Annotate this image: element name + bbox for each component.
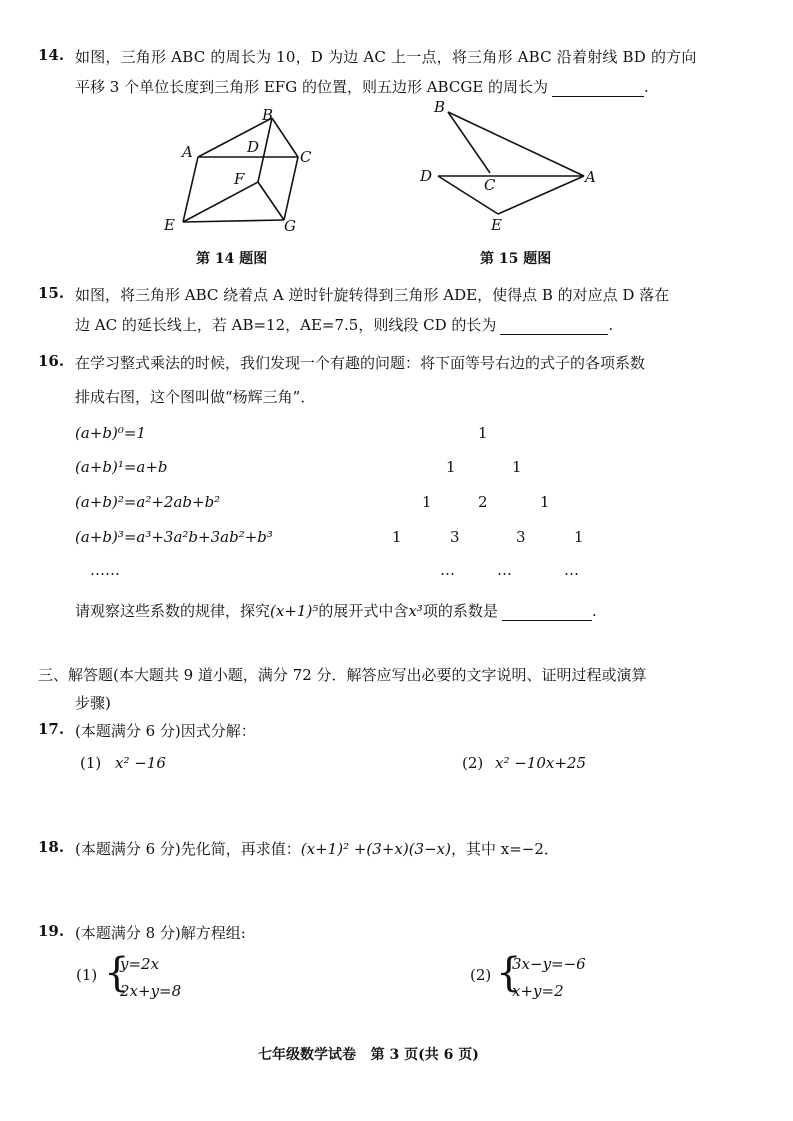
q16-row-3-lhs: (a+b)³=a³+3a²b+3ab²+b³ <box>75 528 273 546</box>
q16-question-post: 项的系数是 <box>422 602 498 620</box>
q15-line2: 边 AC 的延长线上，若 AB=12，AE=7.5，则线段 CD 的长为 <box>75 316 497 334</box>
fig14-label-E: E <box>164 216 175 234</box>
q16-answer-blank <box>502 602 592 621</box>
fig14-caption: 第 14 题图 <box>196 251 268 267</box>
q14-number: 14. <box>38 46 65 64</box>
fig14-segment-CG <box>284 157 298 220</box>
q16-question <box>75 600 597 621</box>
q15-end: . <box>608 316 614 334</box>
q18-tail: ，其中 x=−2． <box>450 840 559 858</box>
fig15-segment-EA <box>498 176 584 214</box>
q17-p1-label: (1) <box>80 754 102 772</box>
q14-answer-blank <box>552 78 644 97</box>
q16-coef-2-1: 2 <box>478 493 488 511</box>
fig15-label-E: E <box>491 216 502 234</box>
page-footer: 七年级数学试卷 第 3 页(共 6 页) <box>258 1047 479 1063</box>
q16-question-pre: 请观察这些系数的规律，探究 <box>75 602 271 620</box>
fig14-segment-AB <box>198 118 272 157</box>
q16-dots-0: … <box>440 561 455 579</box>
fig14-segment-BC <box>272 118 298 157</box>
q19-p2-brace: { <box>496 950 522 996</box>
fig14-label-C: C <box>300 148 312 166</box>
fig14-label-B: B <box>262 106 274 124</box>
q16-end: . <box>591 602 597 620</box>
q16-coef-3-3: 1 <box>574 528 584 546</box>
fig15-label-A: A <box>585 168 596 186</box>
q16-number: 16. <box>38 352 65 370</box>
q16-ellipsis: …… <box>90 561 120 579</box>
q16-question-mid: 的展开式中含 <box>318 602 409 620</box>
fig14-label-F: F <box>234 170 245 188</box>
q19-p1-brace: { <box>104 950 130 996</box>
q19-p2-label: (2) <box>470 966 492 984</box>
fig15-segment-BA <box>448 112 584 176</box>
q19-p2-eq1: 3x−y=−6 <box>512 955 586 973</box>
fig14-segment-BF <box>258 118 272 182</box>
q17-number: 17. <box>38 720 65 738</box>
q17-p2-label: (2) <box>462 754 484 772</box>
figure-15 <box>412 96 602 236</box>
q15-line2-wrap <box>75 314 613 335</box>
q19-p1-eq1: y=2x <box>120 955 160 973</box>
fig14-segment-FG <box>258 182 284 220</box>
q18-expr: (x+1)² +(3+x)(3−x) <box>300 840 451 858</box>
fig15-label-C: C <box>484 176 496 194</box>
fig15-caption: 第 15 题图 <box>480 251 552 267</box>
fig15-label-D: D <box>420 167 433 185</box>
q16-line1: 在学习整式乘法的时候，我们发现一个有趣的问题：将下面等号右边的式子的各项系数 <box>75 354 646 372</box>
q14-line2-wrap <box>75 76 649 97</box>
fig14-label-D: D <box>247 138 260 156</box>
q14-line2: 平移 3 个单位长度到三角形 EFG 的位置，则五边形 ABCGE 的周长为 <box>75 78 549 96</box>
q18-body <box>75 838 559 859</box>
q19-head: (本题满分 8 分)解方程组: <box>75 924 246 942</box>
q19-p1-eq2: 2x+y=8 <box>120 982 182 1000</box>
q16-coef-1-1: 1 <box>512 458 522 476</box>
q18-number: 18. <box>38 838 65 856</box>
fig14-label-G: G <box>284 217 296 235</box>
q16-row-0-lhs: (a+b)⁰=1 <box>75 424 146 442</box>
q17-head: (本题满分 6 分)因式分解： <box>75 722 256 740</box>
figure-14 <box>150 100 330 240</box>
q15-number: 15. <box>38 284 65 302</box>
q16-coef-2-2: 1 <box>540 493 550 511</box>
q17-p2-expr: x² −10x+25 <box>495 754 587 772</box>
q16-coef-3-0: 1 <box>392 528 402 546</box>
q14-line1: 如图，三角形 ABC 的周长为 10，D 为边 AC 上一点，将三角形 ABC 沿着射线 BD 的方向 <box>75 48 697 66</box>
q15-answer-blank <box>500 316 608 335</box>
q16-line2: 排成右图，这个图叫做“杨辉三角”． <box>75 388 316 406</box>
fig14-segment-AE <box>183 157 198 222</box>
q16-dots-2: … <box>564 561 579 579</box>
q16-coef-0-0: 1 <box>478 424 488 442</box>
q16-question-term: x³ <box>408 602 423 620</box>
q16-coef-3-2: 3 <box>516 528 526 546</box>
q16-question-expr: (x+1)⁵ <box>270 602 319 620</box>
q19-p1-label: (1) <box>76 966 98 984</box>
fig14-label-A: A <box>182 143 193 161</box>
q16-coef-1-0: 1 <box>446 458 456 476</box>
q14-end: . <box>644 78 649 96</box>
q18-head: (本题满分 6 分)先化简，再求值： <box>75 840 301 858</box>
q16-coef-2-0: 1 <box>422 493 432 511</box>
q16-coef-3-1: 3 <box>450 528 460 546</box>
fig14-segment-EG <box>183 220 284 222</box>
q16-dots-1: … <box>497 561 512 579</box>
q16-row-2-lhs: (a+b)²=a²+2ab+b² <box>75 493 221 511</box>
q19-number: 19. <box>38 922 65 940</box>
q19-p2-eq2: x+y=2 <box>512 982 564 1000</box>
section3-line2: 步骤) <box>75 694 111 712</box>
fig14-segment-EF <box>183 182 258 222</box>
section3-line1: 三、解答题(本大题共 9 道小题，满分 72 分．解答应写出必要的文字说明、证明过程或演算 <box>38 666 647 684</box>
fig15-label-B: B <box>434 98 446 116</box>
q15-line1: 如图，将三角形 ABC 绕着点 A 逆时针旋转得到三角形 ADE，使得点 B 的对应点 D 落在 <box>75 286 670 304</box>
q16-row-1-lhs: (a+b)¹=a+b <box>75 458 168 476</box>
q17-p1-expr: x² −16 <box>115 754 166 772</box>
